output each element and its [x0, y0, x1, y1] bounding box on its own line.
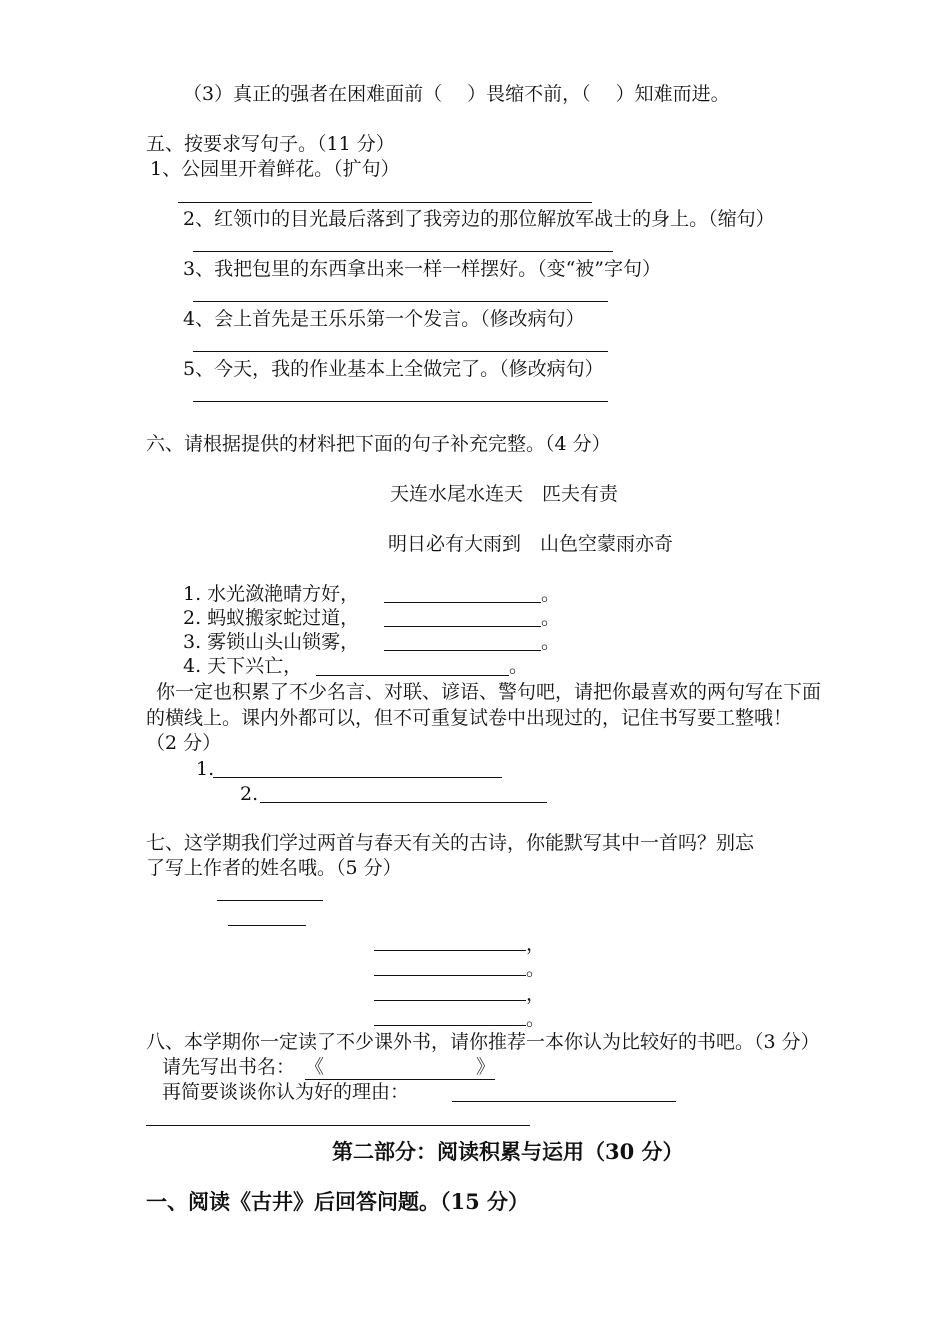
book-name-field[interactable]: 《 》 [305, 1056, 496, 1078]
q6-3-period: 。 [541, 631, 561, 653]
reason-answer-line-1[interactable] [452, 1101, 676, 1102]
quote-1-answer-line[interactable] [213, 777, 502, 778]
book-name-label: 请先写出书名： [162, 1056, 296, 1078]
section-6-title: 六、请根据提供的材料把下面的句子补充完整。（4 分） [146, 433, 611, 455]
quote-1-number: 1. [196, 758, 215, 780]
reading-question-heading: 一、阅读《古井》后回答问题。（15 分） [146, 1189, 530, 1214]
poem-line-4[interactable] [374, 1025, 526, 1026]
q6-4-prompt: 4. 天下兴亡， [183, 655, 303, 677]
section-7-line-2: 了写上作者的姓名哦。（5 分） [146, 857, 402, 879]
quote-2-answer-line[interactable] [260, 802, 547, 803]
q6-4-answer-line[interactable] [316, 675, 509, 676]
poem-line-1-comma: ， [526, 933, 546, 955]
quote-instruction-line-1: 你一定也积累了不少名言、对联、谚语、警句吧，请把你最喜欢的两句写在下面 [156, 681, 822, 703]
section-5-title: 五、按要求写句子。（11 分） [146, 133, 395, 155]
q6-2-answer-line[interactable] [384, 626, 541, 627]
poem-author-line[interactable] [228, 925, 306, 926]
q6-1-prompt: 1. 水光潋滟晴方好， [183, 583, 360, 605]
material-row-2: 明日必有大雨到 山色空蒙雨亦奇 [388, 533, 674, 555]
poem-line-2[interactable] [374, 975, 526, 976]
poem-line-3-comma: ， [526, 983, 546, 1005]
reason-answer-line-2[interactable] [146, 1125, 530, 1126]
q5-1-answer-line[interactable] [178, 202, 592, 203]
q5-3-prompt: 3、我把包里的东西拿出来一样一样摆好。（变“被”字句） [183, 258, 662, 280]
question-3-text: （3）真正的强者在困难面前（ ）畏缩不前，（ ）知难而进。 [183, 83, 730, 105]
quote-2-number: 2. [240, 783, 259, 805]
q5-2-prompt: 2、红领巾的目光最后落到了我旁边的那位解放军战士的身上。（缩句） [183, 208, 775, 230]
poem-title-line[interactable] [217, 900, 323, 901]
quote-instruction-line-2: 的横线上。课内外都可以，但不可重复试卷中出现过的，记住书写要工整哦！ [146, 707, 793, 729]
q5-1-prompt: 1、公园里开着鲜花。（扩句） [150, 158, 400, 180]
poem-line-2-period: 。 [526, 958, 546, 980]
section-8-title: 八、本学期你一定读了不少课外书，请你推荐一本你认为比较好的书吧。（3 分） [146, 1031, 820, 1053]
q6-3-answer-line[interactable] [384, 650, 541, 651]
q5-2-answer-line[interactable] [193, 251, 613, 252]
section-7-line-1: 七、这学期我们学过两首与春天有关的古诗，你能默写其中一首吗？别忘 [146, 832, 755, 854]
poem-line-4-period: 。 [526, 1008, 546, 1030]
q6-1-answer-line[interactable] [384, 602, 541, 603]
poem-line-1[interactable] [374, 950, 526, 951]
reason-label: 再简要谈谈你认为好的理由： [162, 1081, 410, 1103]
q6-1-period: 。 [541, 583, 561, 605]
q6-3-prompt: 3. 雾锁山头山锁雾， [183, 631, 360, 653]
q6-4-period: 。 [509, 655, 529, 677]
q5-4-answer-line[interactable] [193, 351, 608, 352]
part-2-heading: 第二部分：阅读积累与运用（30 分） [332, 1139, 684, 1164]
q6-2-period: 。 [541, 607, 561, 629]
q5-3-answer-line[interactable] [193, 301, 608, 302]
poem-line-3[interactable] [374, 1000, 526, 1001]
q5-4-prompt: 4、会上首先是王乐乐第一个发言。（修改病句） [183, 308, 585, 330]
q6-2-prompt: 2. 蚂蚁搬家蛇过道， [183, 607, 360, 629]
q5-5-prompt: 5、今天，我的作业基本上全做完了。（修改病句） [183, 358, 604, 380]
material-row-1: 天连水尾水连天 匹夫有责 [390, 483, 619, 505]
q5-5-answer-line[interactable] [193, 401, 608, 402]
quote-score: （2 分） [146, 732, 222, 754]
